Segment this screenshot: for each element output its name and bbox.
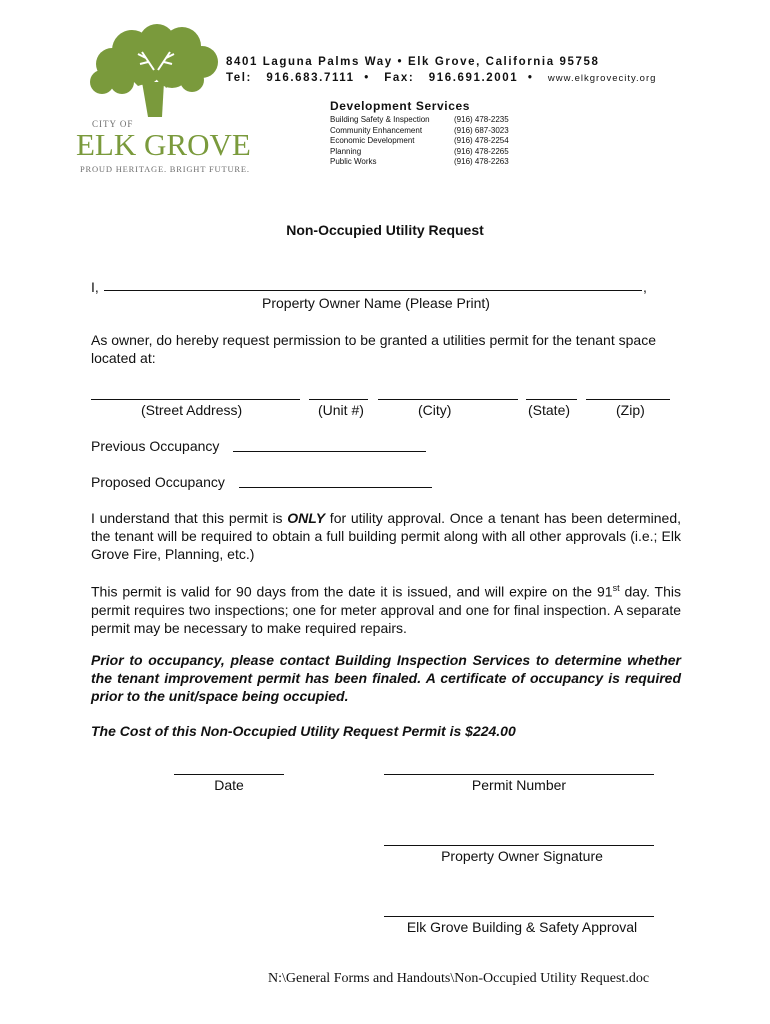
permit-number-field[interactable] (384, 774, 654, 775)
logo-city-of: CITY OF (92, 119, 134, 129)
elk-tree-icon (72, 22, 262, 177)
file-path-footer: N:\General Forms and Handouts\Non-Occupied Utility Request.doc (268, 971, 650, 986)
city-caption: (City) (418, 402, 452, 418)
unit-field[interactable] (309, 399, 368, 400)
only-emphasis: ONLY (287, 510, 326, 526)
state-field[interactable] (526, 399, 577, 400)
state-caption: (State) (528, 402, 571, 418)
address-line: 8401 Laguna Palms Way • Elk Grove, California 95758 (226, 56, 600, 68)
previous-occupancy-field[interactable] (233, 451, 426, 452)
elk-grove-logo (72, 22, 262, 177)
proposed-occupancy-label: Proposed Occupancy (91, 474, 225, 490)
date-caption: Date (214, 777, 244, 793)
prior-occupancy-notice: Prior to occupancy, please contact Building Inspection Services to determine whether the tenant improvement permit has been finaled. A certificate of occupancy is required prior to the unit/space being occupied. (91, 652, 681, 704)
logo-name: ELK GROVE (76, 127, 251, 162)
dept-phone: (916) 478-2263 (454, 157, 509, 166)
logo-tagline: PROUD HERITAGE. BRIGHT FUTURE. (80, 164, 250, 174)
previous-occupancy-label: Previous Occupancy (91, 438, 220, 454)
form-title: Non-Occupied Utility Request (286, 222, 484, 238)
unit-caption: (Unit #) (318, 402, 364, 418)
owner-suffix: , (643, 279, 647, 295)
date-field[interactable] (174, 774, 284, 775)
valid-post: day. This permit requires two inspections; one for meter approval and one for final inspection. A separate permit may be necessary to make required repairs. (91, 583, 681, 636)
valid-sup: st (612, 583, 620, 593)
dept-name: Economic Development (330, 136, 415, 145)
dept-name: Building Safety & Inspection (330, 115, 430, 124)
owner-signature-caption: Property Owner Signature (441, 848, 603, 864)
dept-phone: (916) 478-2235 (454, 115, 509, 124)
owner-name-caption: Property Owner Name (Please Print) (262, 295, 490, 311)
request-text: As owner, do hereby request permission to be granted a utilities permit for the tenant space located at: (91, 332, 656, 366)
zip-field[interactable] (586, 399, 670, 400)
owner-name-field[interactable] (104, 290, 642, 291)
dept-name: Community Enhancement (330, 125, 423, 135)
cost-notice: The Cost of this Non-Occupied Utility Request Permit is $224.00 (91, 723, 516, 739)
dept-phone: (916) 478-2254 (454, 136, 509, 145)
approval-signature-field[interactable] (384, 916, 654, 917)
dept-phone: (916) 687-3023 (454, 125, 509, 135)
contact-line: Tel: 916.683.7111 • Fax: 916.691.2001 • www.elkgrovecity.org (226, 72, 657, 84)
approval-caption: Elk Grove Building & Safety Approval (406, 919, 638, 935)
website-link[interactable]: www.elkgrovecity.org (547, 73, 657, 84)
dept-name: Public Works (330, 157, 377, 166)
zip-caption: (Zip) (616, 402, 645, 418)
understand-paragraph (91, 509, 681, 563)
fax-label: Fax: (384, 72, 415, 84)
proposed-occupancy-field[interactable] (239, 487, 432, 488)
street-address-caption: (Street Address) (141, 402, 243, 418)
dept-phones (454, 115, 509, 168)
owner-prefix: I, (91, 279, 99, 295)
dept-name: Planning (330, 146, 362, 156)
validity-paragraph (91, 579, 681, 637)
fax-number: 916.691.2001 (428, 72, 519, 84)
understand-pre: I understand that this permit is (91, 510, 288, 526)
tel-number: 916.683.7111 (266, 72, 355, 84)
permit-number-caption: Permit Number (471, 777, 567, 793)
dept-phone: (916) 478-2265 (454, 146, 509, 156)
tel-label: Tel: (226, 72, 252, 84)
dept-list (330, 115, 430, 168)
street-address-field[interactable] (91, 399, 300, 400)
owner-signature-field[interactable] (384, 845, 654, 846)
valid-pre: This permit is valid for 90 days from the date it is issued, and will expire on the 91 (91, 583, 613, 600)
dept-title: Development Services (330, 99, 471, 113)
understand-post: for utility approval. Once a tenant has been determined, the tenant will be required to obtain a full building permit along with all other approvals (i.e.; Elk Grove Fire, Planning, etc.) (91, 510, 681, 562)
city-field[interactable] (378, 399, 518, 400)
